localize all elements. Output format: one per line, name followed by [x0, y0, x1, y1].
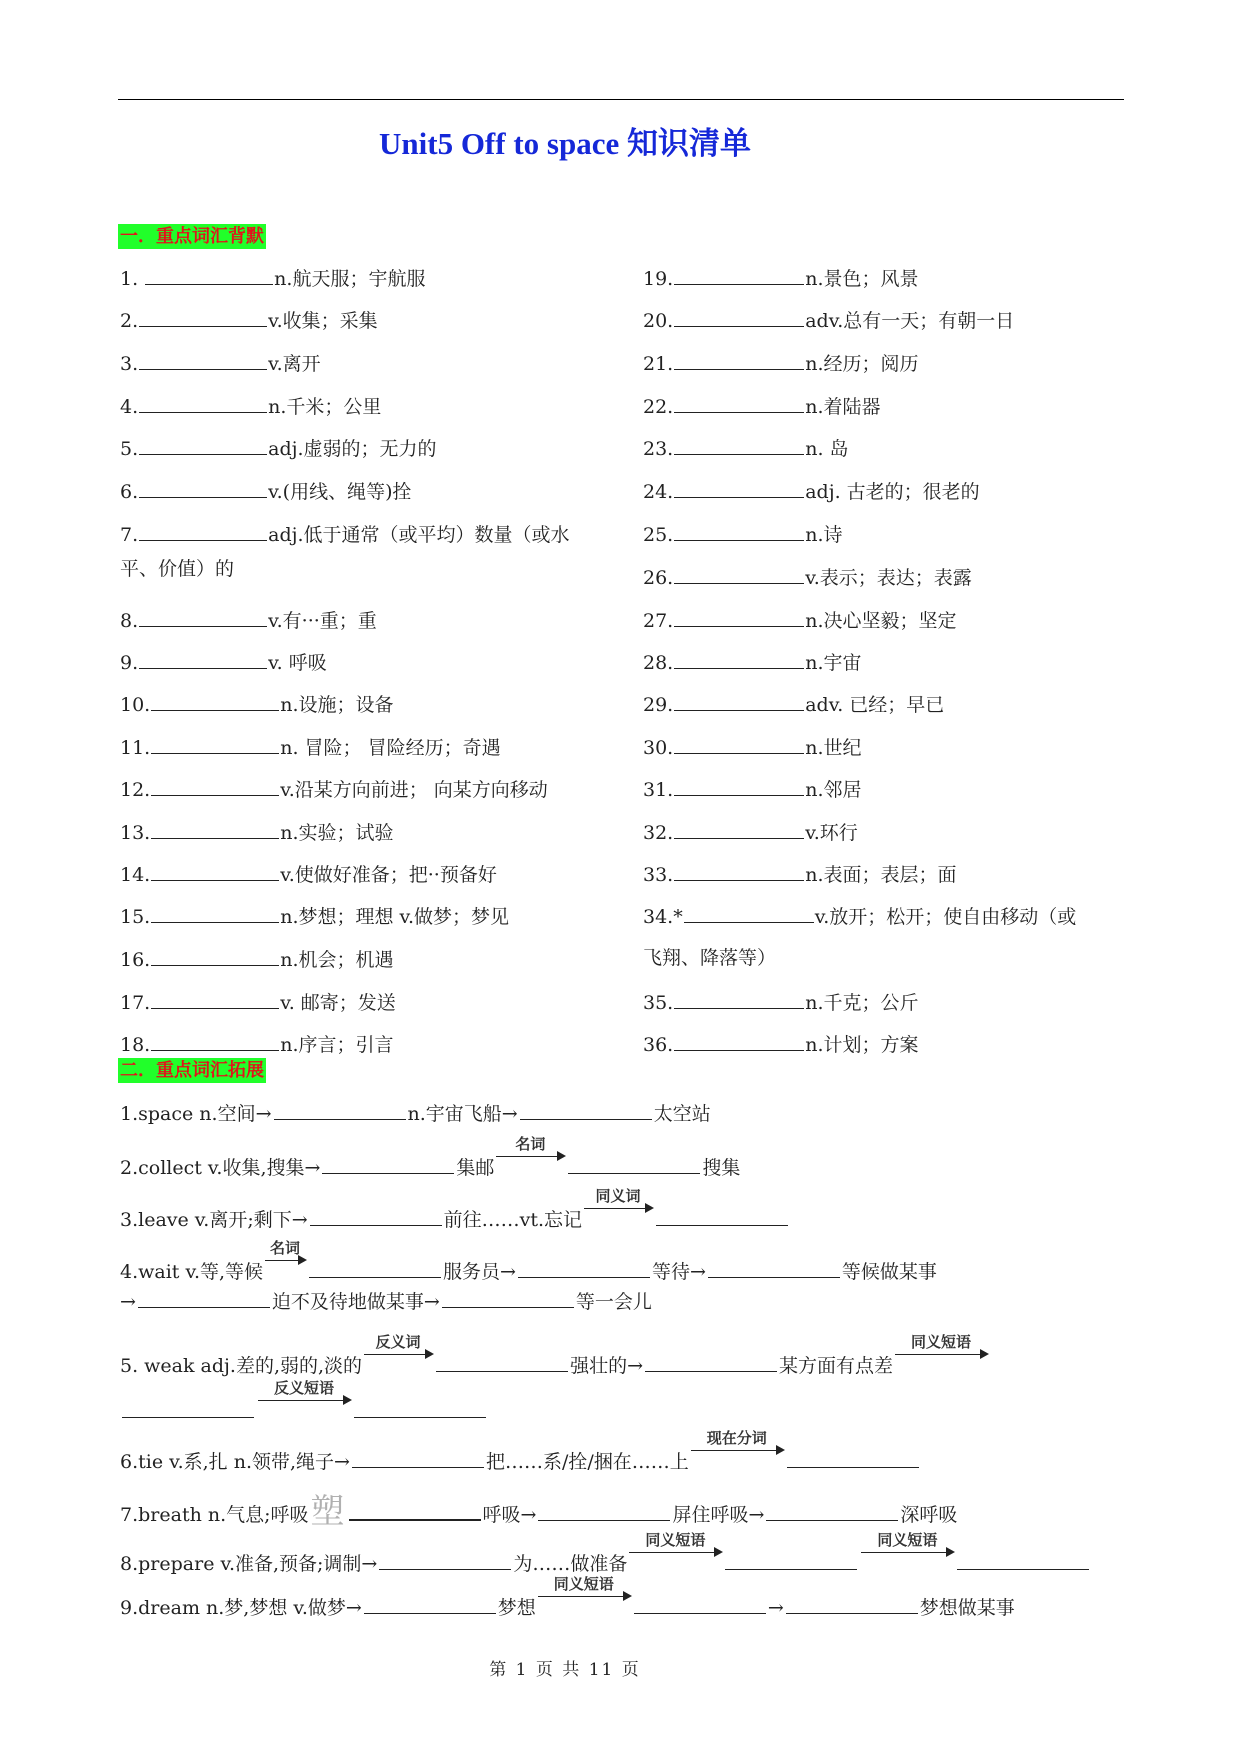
ext-text: 服务员→	[443, 1261, 516, 1283]
vocab-definition: n.景色；风景	[805, 268, 919, 290]
vocab-definition: n. 岛	[805, 438, 849, 460]
answer-blank[interactable]	[352, 1449, 484, 1468]
ext-text: 深呼吸	[900, 1504, 958, 1526]
vocab-item	[643, 735, 862, 761]
answer-blank[interactable]	[322, 1155, 454, 1174]
vocab-definition: v.放开；松开；使自由移动（或	[814, 906, 1077, 928]
vocab-item	[120, 608, 377, 634]
vocab-number: 7.	[120, 524, 139, 546]
answer-blank[interactable]	[674, 1032, 804, 1051]
arrow-icon	[256, 1379, 352, 1418]
answer-blank[interactable]	[151, 692, 279, 711]
vocab-item	[643, 650, 862, 676]
vocab-number: 8.	[120, 610, 139, 632]
ext-text: 6.tie v.系,扎 n.领带,绳子→	[120, 1451, 350, 1473]
answer-blank[interactable]	[436, 1353, 568, 1372]
ext-text: 把……系/拴/捆在……上	[485, 1451, 689, 1473]
vocab-number: 34.*	[643, 906, 683, 928]
vocab-definition: n.宇宙	[805, 652, 862, 674]
ext-line-2	[120, 1135, 741, 1182]
answer-blank[interactable]	[139, 608, 267, 627]
answer-blank[interactable]	[674, 777, 804, 796]
ext-text: 太空站	[653, 1103, 711, 1125]
answer-blank[interactable]	[957, 1551, 1089, 1570]
vocab-number: 1.	[120, 268, 145, 290]
vocab-item	[643, 1032, 919, 1058]
answer-blank[interactable]	[674, 735, 804, 754]
vocab-definition: n.诗	[805, 524, 843, 546]
vocab-number: 19.	[643, 268, 674, 290]
answer-blank[interactable]	[766, 1502, 898, 1521]
answer-blank[interactable]	[674, 479, 804, 498]
answer-blank[interactable]	[674, 436, 804, 455]
answer-blank[interactable]	[139, 522, 267, 541]
vocab-item	[120, 522, 570, 548]
ext-line-5	[120, 1333, 989, 1380]
vocab-definition: v.表示；表达；表露	[805, 567, 972, 589]
vocab-number: 16.	[120, 949, 151, 971]
arrow-icon	[859, 1531, 955, 1570]
ext-line-6	[120, 1429, 921, 1476]
vocab-number: 15.	[120, 906, 151, 928]
arrow-label: 同义短语	[553, 1575, 614, 1593]
vocab-number: 17.	[120, 992, 151, 1014]
vocab-number: 4.	[120, 396, 139, 418]
vocab-definition: n.表面；表层；面	[805, 864, 957, 886]
vocab-definition: n.邻居	[805, 779, 862, 801]
vocab-definition: n.梦想；理想 v.做梦；梦见	[280, 906, 510, 928]
ext-text: →	[120, 1291, 136, 1313]
vocab-item	[120, 351, 321, 377]
answer-blank[interactable]	[364, 1595, 496, 1614]
answer-blank[interactable]	[538, 1502, 670, 1521]
answer-blank[interactable]	[151, 777, 279, 796]
arrow-icon	[263, 1239, 307, 1278]
arrow-icon	[689, 1429, 785, 1468]
answer-blank[interactable]	[674, 692, 804, 711]
ext-text: 等候做某事	[841, 1261, 937, 1283]
arrow-label: 反义短语	[273, 1379, 334, 1397]
vocab-definition: n.经历；阅历	[805, 353, 919, 375]
vocab-item	[643, 608, 957, 634]
answer-blank[interactable]	[151, 990, 279, 1009]
answer-blank[interactable]	[139, 650, 267, 669]
vocab-item	[643, 479, 980, 505]
vocab-number: 13.	[120, 822, 151, 844]
vocab-item	[120, 862, 497, 888]
answer-blank[interactable]	[379, 1551, 511, 1570]
vocab-definition: n.机会；机遇	[280, 949, 394, 971]
ext-text: 4.wait v.等,等候	[120, 1261, 264, 1283]
vocab-definition: v.沿某方向前进； 向某方向移动	[280, 779, 548, 801]
vocab-definition-continued: 飞翔、降落等）	[643, 947, 777, 969]
ext-text: 呼吸→	[482, 1504, 537, 1526]
header-rule	[118, 99, 1124, 100]
vocab-item	[120, 735, 501, 761]
vocab-definition: n.世纪	[805, 737, 862, 759]
answer-blank[interactable]	[520, 1101, 652, 1120]
arrow-icon	[362, 1333, 434, 1372]
answer-blank[interactable]	[145, 266, 273, 285]
answer-blank[interactable]	[151, 735, 279, 754]
answer-blank[interactable]	[151, 862, 279, 881]
answer-blank[interactable]	[139, 351, 267, 370]
arrow-icon	[536, 1575, 632, 1614]
arrow-label: 名词	[270, 1239, 301, 1257]
vocab-number: 25.	[643, 524, 674, 546]
arrow-label: 同义词	[595, 1187, 641, 1205]
arrow-label: 同义短语	[910, 1333, 971, 1351]
vocab-number: 36.	[643, 1034, 674, 1056]
vocab-item	[643, 394, 881, 420]
vocab-item	[120, 777, 548, 803]
answer-blank[interactable]	[354, 1399, 486, 1418]
vocab-item	[120, 394, 381, 420]
page-footer: 第 1 页 共 11 页	[489, 1660, 641, 1680]
ext-text: 搜集	[702, 1157, 741, 1179]
answer-blank[interactable]	[151, 820, 279, 839]
answer-blank[interactable]	[518, 1259, 650, 1278]
answer-blank[interactable]	[674, 522, 804, 541]
answer-blank[interactable]	[442, 1289, 574, 1308]
ext-line-7	[120, 1492, 958, 1532]
vocab-number: 32.	[643, 822, 674, 844]
vocab-number: 23.	[643, 438, 674, 460]
vocab-number: 21.	[643, 353, 674, 375]
ext-text: 集邮	[456, 1157, 495, 1179]
answer-blank[interactable]	[674, 650, 804, 669]
arrow-icon	[627, 1531, 723, 1570]
vocab-item	[120, 904, 509, 930]
vocab-number: 29.	[643, 694, 674, 716]
vocab-number: 30.	[643, 737, 674, 759]
vocab-definition: n.航天服；宇航服	[274, 268, 426, 290]
vocab-definition: adj.虚弱的；无力的	[268, 438, 437, 460]
vocab-item	[120, 1032, 394, 1058]
vocab-item	[643, 522, 843, 548]
vocab-number: 31.	[643, 779, 674, 801]
vocab-number: 18.	[120, 1034, 151, 1056]
vocab-definition: n.实验；试验	[280, 822, 394, 844]
answer-blank[interactable]	[151, 947, 279, 966]
ext-text: 1.space n.空间→	[120, 1103, 272, 1125]
vocab-item	[120, 436, 437, 462]
vocab-definition: adj. 古老的；很老的	[805, 481, 980, 503]
answer-blank[interactable]	[787, 1449, 919, 1468]
vocab-number: 20.	[643, 310, 674, 332]
arrow-label: 现在分词	[706, 1429, 767, 1447]
vocab-definition: v.离开	[268, 353, 321, 375]
answer-blank[interactable]	[309, 1259, 441, 1278]
vocab-number: 6.	[120, 481, 139, 503]
section-heading-extension: 二．重点词汇拓展	[120, 1060, 264, 1081]
answer-blank[interactable]	[674, 820, 804, 839]
vocab-item	[120, 820, 394, 846]
vocab-definition: v.收集；采集	[268, 310, 378, 332]
vocab-number: 33.	[643, 864, 674, 886]
vocab-definition: n.计划；方案	[805, 1034, 919, 1056]
answer-blank[interactable]	[674, 308, 804, 327]
vocab-item	[643, 565, 972, 591]
vocab-item	[643, 351, 919, 377]
answer-blank[interactable]	[568, 1155, 700, 1174]
vocab-number: 10.	[120, 694, 151, 716]
answer-blank[interactable]	[656, 1207, 788, 1226]
answer-blank[interactable]	[634, 1595, 766, 1614]
ext-text: 强壮的→	[570, 1355, 643, 1377]
vocab-definition: n.设施；设备	[280, 694, 394, 716]
vocab-number: 12.	[120, 779, 151, 801]
vocab-definition: n. 冒险； 冒险经历；奇遇	[280, 737, 501, 759]
vocab-definition: n.千米；公里	[268, 396, 382, 418]
arrow-label: 反义词	[375, 1333, 421, 1351]
vocab-number: 14.	[120, 864, 151, 886]
ext-text: n.宇宙飞船→	[407, 1103, 518, 1125]
vocab-number: 26.	[643, 567, 674, 589]
answer-blank[interactable]	[684, 904, 814, 923]
vocab-definition: v.使做好准备；把··预备好	[280, 864, 497, 886]
vocab-number: 35.	[643, 992, 674, 1014]
section-heading-vocab: 一．重点词汇背默	[120, 226, 264, 247]
answer-blank[interactable]	[310, 1207, 442, 1226]
ext-text: 梦想	[497, 1597, 536, 1619]
answer-blank[interactable]	[674, 394, 804, 413]
answer-blank[interactable]	[674, 266, 804, 285]
ext-text: 等一会儿	[575, 1291, 652, 1313]
answer-blank[interactable]	[139, 436, 267, 455]
ext-text: 为……做准备	[513, 1553, 628, 1575]
answer-blank[interactable]	[138, 1289, 270, 1308]
answer-blank[interactable]	[274, 1101, 406, 1120]
vocab-definition: v. 呼吸	[268, 652, 327, 674]
vocab-definition: adv.总有一天；有朝一日	[805, 310, 1015, 332]
watermark-glyph: 塑	[310, 1492, 345, 1532]
answer-blank[interactable]	[122, 1399, 254, 1418]
ext-text: 梦想做某事	[919, 1597, 1015, 1619]
vocab-number: 11.	[120, 737, 151, 759]
answer-blank[interactable]	[725, 1551, 857, 1570]
vocab-number: 28.	[643, 652, 674, 674]
ext-text: 3.leave v.离开;剩下→	[120, 1209, 308, 1231]
vocab-number: 2.	[120, 310, 139, 332]
vocab-definition: n.千克；公斤	[805, 992, 919, 1014]
arrow-icon	[494, 1135, 566, 1174]
vocab-number: 27.	[643, 610, 674, 632]
answer-blank[interactable]	[786, 1595, 918, 1614]
answer-blank[interactable]	[139, 308, 267, 327]
answer-blank[interactable]	[674, 608, 804, 627]
vocab-item	[120, 266, 425, 292]
ext-text: 5. weak adj.差的,弱的,淡的	[120, 1355, 363, 1377]
answer-blank[interactable]	[674, 862, 804, 881]
vocab-definition: n.序言；引言	[280, 1034, 394, 1056]
vocab-definition: v.环行	[805, 822, 858, 844]
answer-blank[interactable]	[139, 394, 267, 413]
ext-text: →	[767, 1597, 784, 1619]
vocab-item	[643, 308, 1014, 334]
answer-blank[interactable]	[674, 351, 804, 370]
vocab-definition: v.有···重；重	[268, 610, 377, 632]
vocab-item	[643, 862, 957, 888]
answer-blank[interactable]	[151, 904, 279, 923]
vocab-definition: n.决心坚毅；坚定	[805, 610, 957, 632]
vocab-item	[643, 777, 862, 803]
answer-blank[interactable]	[645, 1353, 777, 1372]
vocab-item	[120, 650, 327, 676]
vocab-definition: v. 邮寄；发送	[280, 992, 396, 1014]
vocab-item	[120, 479, 412, 505]
ext-text: 某方面有点差	[778, 1355, 893, 1377]
ext-line-5b	[120, 1379, 488, 1426]
vocab-item	[643, 990, 919, 1016]
vocab-item	[643, 692, 944, 718]
vocab-number: 22.	[643, 396, 674, 418]
page-title: Unit5 Off to space 知识清单	[379, 126, 751, 161]
vocab-item	[643, 904, 1076, 930]
vocab-item	[120, 947, 394, 973]
arrow-label: 同义短语	[645, 1531, 706, 1549]
arrow-icon	[893, 1333, 989, 1372]
arrow-icon	[582, 1187, 654, 1226]
arrow-label: 同义短语	[877, 1531, 938, 1549]
vocab-definition: v.(用线、绳等)拴	[268, 481, 412, 503]
vocab-item	[120, 990, 396, 1016]
ext-text: 迫不及待地做某事→	[271, 1291, 440, 1313]
ext-line-9	[120, 1575, 1015, 1622]
ext-text: 2.collect v.收集,搜集→	[120, 1157, 321, 1179]
answer-blank[interactable]	[708, 1259, 840, 1278]
answer-blank[interactable]	[151, 1032, 279, 1051]
vocab-definition: adv. 已经；早已	[805, 694, 945, 716]
vocab-number: 24.	[643, 481, 674, 503]
arrow-label: 名词	[515, 1135, 546, 1153]
ext-text: 等待→	[651, 1261, 706, 1283]
vocab-definition: n.着陆器	[805, 396, 881, 418]
vocab-item	[643, 266, 919, 292]
ext-text: 7.breath n.气息;呼吸	[120, 1504, 309, 1526]
answer-blank[interactable]	[674, 990, 804, 1009]
ext-text: 屏住呼吸→	[672, 1504, 765, 1526]
answer-blank[interactable]	[674, 565, 804, 584]
ext-text: 前往……vt.忘记	[443, 1209, 583, 1231]
vocab-number: 3.	[120, 353, 139, 375]
ext-line-4	[120, 1239, 937, 1286]
vocab-item	[120, 308, 378, 334]
vocab-definition-continued: 平、价值）的	[120, 558, 235, 580]
vocab-definition: adj.低于通常（或平均）数量（或水	[268, 524, 570, 546]
answer-blank[interactable]	[349, 1501, 481, 1521]
ext-line-3	[120, 1187, 790, 1234]
ext-line-1	[120, 1100, 711, 1128]
ext-line-4b	[120, 1288, 652, 1316]
ext-text: 9.dream n.梦,梦想 v.做梦→	[120, 1597, 362, 1619]
vocab-number: 9.	[120, 652, 139, 674]
ext-text: 8.prepare v.准备,预备;调制→	[120, 1553, 378, 1575]
vocab-item	[643, 820, 858, 846]
vocab-number: 5.	[120, 438, 139, 460]
answer-blank[interactable]	[139, 479, 267, 498]
vocab-item	[120, 692, 394, 718]
vocab-item	[643, 436, 849, 462]
